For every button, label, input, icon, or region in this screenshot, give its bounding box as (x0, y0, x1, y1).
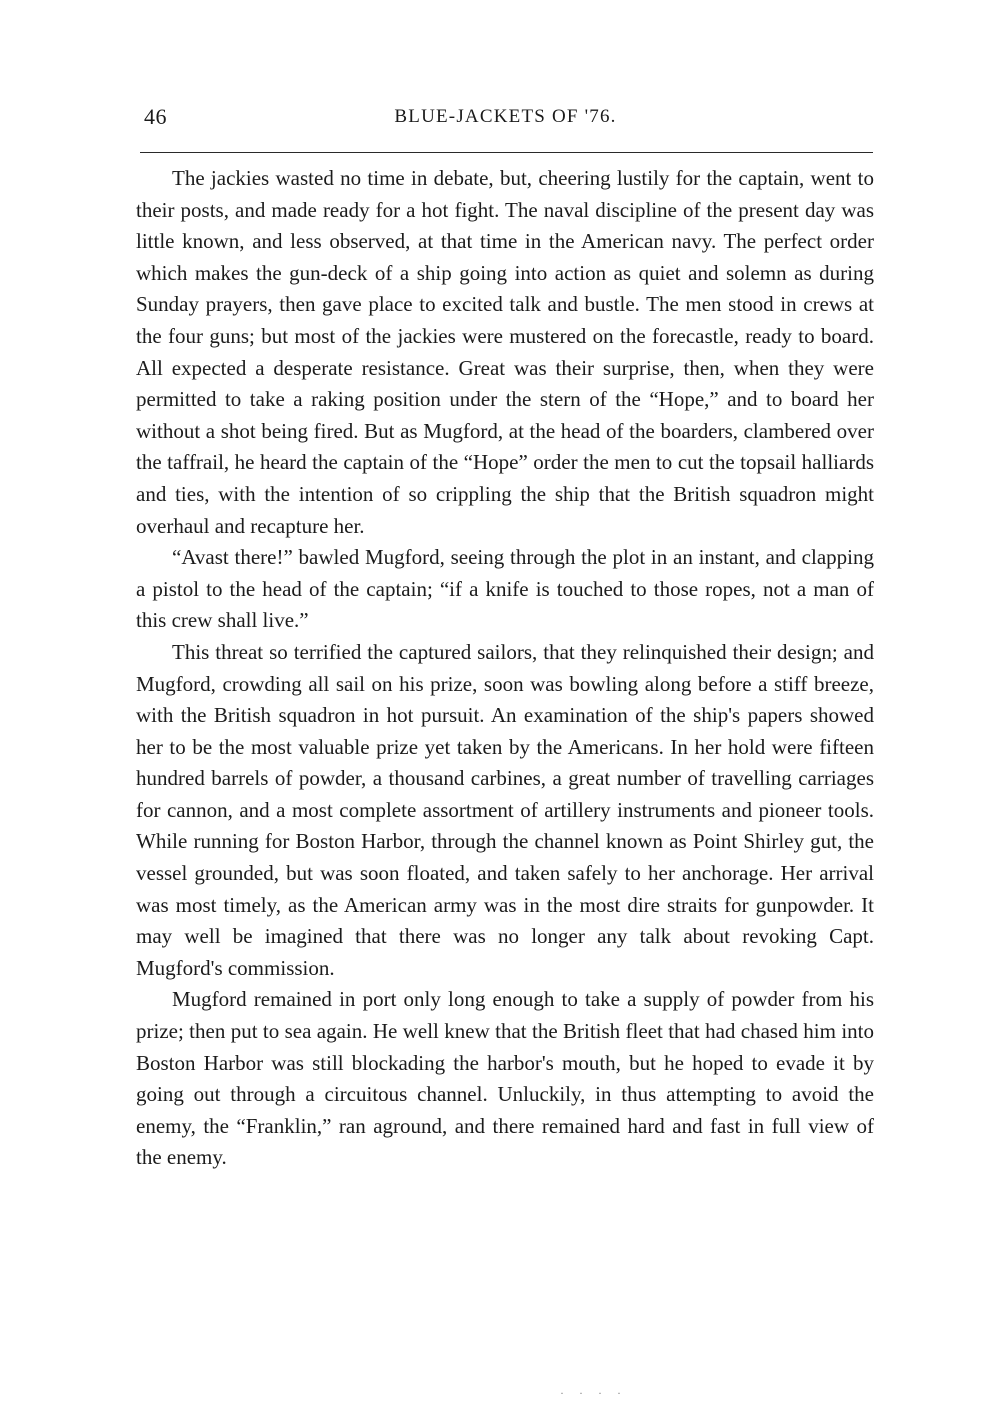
header-rule (140, 152, 873, 153)
paragraph: Mugford remained in port only long enough to take a supply of powder from his prize; then put to sea again. He well knew that the British fleet that had chased him into Boston Harbor was still blockading the harbor's mouth, but he hoped to evade it by going out through a circuitous channel. Unluckily, in thus attempting to avoid the enemy, the “Franklin,” ran aground, and there remained hard and fast in full view of the enemy. (136, 987, 874, 1170)
paragraph: This threat so terrified the captured sailors, that they relinquished their design; and Mugford, crowding all sail on his prize, soon was bowling along before a stiff breeze, with the British squadron in hot pursuit. An examination of the ship's papers showed her to be the most valuable prize yet taken by the Americans. In her hold were fifteen hundred barrels of powder, a thousand carbines, a great number of travelling carriages for cannon, and a most complete assortment of artillery instruments and pioneer tools. While running for Boston Harbor, through the channel known as Point Shirley gut, the vessel grounded, but was soon floated, and taken safely to her anchorage. Her arrival was most timely, as the American army was in the most dire straits for gunpowder. It may well be imagined that there was no longer any talk about revoking Capt. Mugford's commission. (136, 639, 874, 980)
body-text (136, 163, 874, 1174)
scan-specks: · · · · (560, 1386, 627, 1400)
paragraph: The jackies wasted no time in debate, but, cheering lustily for the captain, went to their posts, and made ready for a hot fight. The naval discipline of the present day was little known, and less observed, at that time in the American navy. The perfect order which makes the gun-deck of a ship going into action as quiet and solemn as during Sunday prayers, then gave place to excited talk and bustle. The men stood in crews at the four guns; but most of the jackies were mustered on the forecastle, ready to board. All expected a desperate resistance. Great was their surprise, then, when they were permitted to take a raking position under the stern of the “Hope,” and to board her without a shot being fired. But as Mugford, at the head of the boarders, clambered over the taffrail, he heard the captain of the “Hope” order the men to cut the topsail halliards and ties, with the intention of so crippling the ship that the British squadron might overhaul and recapture her. (136, 166, 874, 538)
page-number: 46 (144, 104, 167, 129)
page-header (138, 104, 873, 134)
running-title: BLUE-JACKETS OF '76. (394, 106, 617, 127)
paragraph: “Avast there!” bawled Mugford, seeing through the plot in an instant, and clapping a pistol to the head of the captain; “if a knife is touched to those ropes, not a man of this crew shall live.” (136, 545, 874, 633)
